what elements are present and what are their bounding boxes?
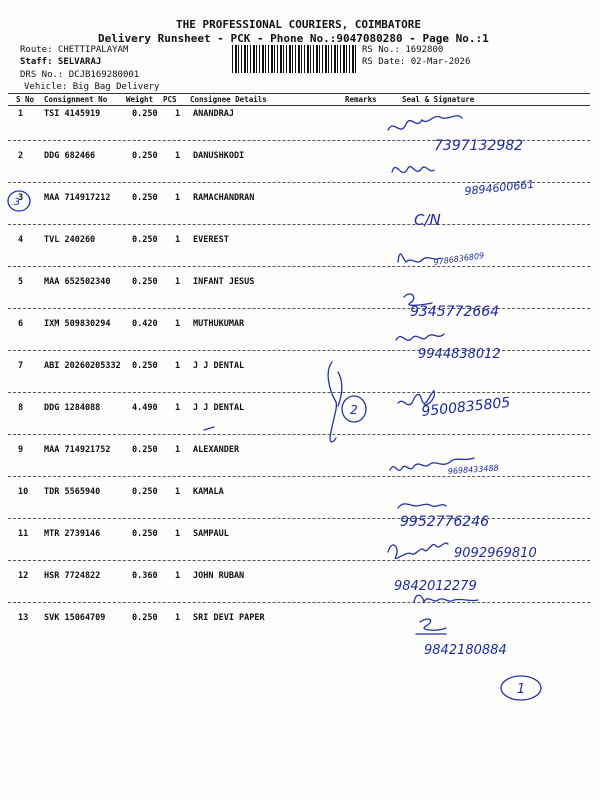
row-consignee: INFANT JESUS (193, 277, 255, 287)
col-consignment: Consignment No (44, 95, 108, 104)
row-pcs: 1 (175, 445, 181, 455)
row-consignment: TVL 240260 (44, 235, 96, 245)
row-sno: 2 (18, 151, 24, 161)
row-consignment: DDG 682466 (44, 151, 96, 161)
handwritten-phone: 9345772664 (410, 304, 500, 320)
row3-circle-number: 3 (13, 197, 21, 208)
col-weight: Weight (126, 95, 154, 104)
row-pcs: 1 (175, 235, 181, 245)
row-consignment: MTR 2739146 (44, 529, 101, 539)
row-sno: 11 (18, 529, 29, 539)
drs-label: DRS No.: DCJB169280001 (20, 70, 140, 80)
row-sno: 13 (18, 613, 29, 623)
row-consignee: ANANDRAJ (193, 109, 234, 119)
row-pcs: 1 (175, 277, 181, 287)
row-sno: 6 (18, 319, 24, 329)
row-sno: 1 (18, 109, 24, 119)
handwritten-phone: 9944838012 (418, 347, 501, 362)
handwritten-phone: 9842180884 (424, 643, 507, 658)
row-consignment: TDR 5565940 (44, 487, 101, 497)
col-pcs: PCS (163, 95, 177, 104)
signature-scribble (392, 167, 434, 173)
row-weight: 0.250 (132, 277, 158, 287)
handwritten-phone: 9500835805 (420, 394, 512, 420)
row-consignment: DDG 1284088 (44, 403, 101, 413)
row-weight: 0.420 (132, 319, 158, 329)
row-pcs: 1 (175, 571, 181, 581)
handwritten-phone: 7397132982 (434, 138, 524, 154)
row-consignment: IXM 509830294 (44, 319, 111, 329)
row-consignment: MAA 652502340 (44, 277, 111, 287)
row-consignee: MUTHUKUMAR (193, 319, 245, 329)
row-weight: 0.250 (132, 109, 158, 119)
row-sno: 4 (18, 235, 24, 245)
row-pcs: 1 (175, 361, 181, 371)
signature-scribble (398, 504, 446, 508)
row-pcs: 1 (175, 319, 181, 329)
signature-scribble (396, 334, 444, 340)
rs-number: RS No.: 1692800 (362, 45, 444, 55)
brace-mark (328, 362, 336, 442)
row-consignee: JOHN RUBAN (193, 571, 245, 581)
row-sno: 10 (18, 487, 29, 497)
tick-mark (204, 427, 214, 430)
route-label: Route: CHETTIPALAYAM (20, 45, 129, 55)
row-weight: 0.250 (132, 529, 158, 539)
handwritten-cin: C/N (414, 211, 441, 229)
staff-label: Staff: SELVARAJ (20, 57, 102, 67)
row-consignment: TSI 4145919 (44, 109, 101, 119)
row-consignee: EVEREST (193, 235, 229, 245)
row-sno: 8 (18, 403, 24, 413)
row-sno: 9 (18, 445, 24, 455)
brace-mark (338, 372, 342, 406)
row-weight: 0.250 (132, 613, 158, 623)
row-weight: 0.360 (132, 571, 158, 581)
group-circle-number: 2 (350, 403, 358, 417)
row-weight: 4.490 (132, 403, 158, 413)
signature-scribble (416, 619, 446, 634)
runsheet-title: Delivery Runsheet - PCK - Phone No.:9047080280 - Page No.:1 (98, 32, 489, 45)
row-weight: 0.250 (132, 445, 158, 455)
row-pcs: 1 (175, 109, 181, 119)
company-title: THE PROFESSIONAL COURIERS, COIMBATORE (176, 18, 422, 31)
col-signature: Seal & Signature (402, 95, 475, 104)
signature-scribble (388, 116, 462, 130)
row-consignee: RAMACHANDRAN (193, 193, 255, 203)
handwritten-phone: 9952776246 (400, 514, 490, 530)
row-consignment: HSR 7724822 (44, 571, 101, 581)
row-consignment: ABI 20260205332 (44, 361, 121, 371)
row-pcs: 1 (175, 151, 181, 161)
row-weight: 0.250 (132, 361, 158, 371)
signature-scribble (388, 543, 448, 558)
handwritten-phone: 9842012279 (394, 579, 477, 594)
row-consignee: KAMALA (193, 487, 224, 497)
row-sno: 7 (18, 361, 24, 371)
row-consignee: J J DENTAL (193, 403, 245, 413)
row-pcs: 1 (175, 487, 181, 497)
row-pcs: 1 (175, 529, 181, 539)
row-sno: 3 (18, 193, 24, 203)
handwritten-phone: 9894600661 (463, 177, 535, 198)
col-sno: S No (16, 95, 35, 104)
handwritten-phone: 9092969810 (454, 546, 537, 561)
page-circle-number: 1 (516, 682, 526, 697)
col-consignee: Consignee Details (190, 95, 267, 104)
row-consignee: SRI DEVI PAPER (193, 613, 265, 623)
vehicle-label: Vehicle: Big Bag Delivery (24, 82, 160, 92)
row-weight: 0.250 (132, 235, 158, 245)
row-weight: 0.250 (132, 151, 158, 161)
row-consignee: SAMPAUL (193, 529, 229, 539)
row-consignment: MAA 714921752 (44, 445, 111, 455)
row-consignee: ALEXANDER (193, 445, 240, 455)
rs-date: RS Date: 02-Mar-2026 (362, 57, 471, 67)
row-pcs: 1 (175, 193, 181, 203)
row-consignment: MAA 714917212 (44, 193, 111, 203)
handwritten-phone: 9786836809 (433, 250, 485, 267)
row-weight: 0.250 (132, 193, 158, 203)
handwritten-phone: 9698433488 (447, 463, 499, 476)
row-weight: 0.250 (132, 487, 158, 497)
row-sno: 12 (18, 571, 29, 581)
row-pcs: 1 (175, 403, 181, 413)
row-consignee: DANUSHKODI (193, 151, 245, 161)
row-pcs: 1 (175, 613, 181, 623)
signature-scribble (414, 595, 478, 602)
row-consignee: J J DENTAL (193, 361, 245, 371)
col-remarks: Remarks (345, 95, 377, 104)
row-consignment: SVK 15064709 (44, 613, 106, 623)
row-sno: 5 (18, 277, 24, 287)
